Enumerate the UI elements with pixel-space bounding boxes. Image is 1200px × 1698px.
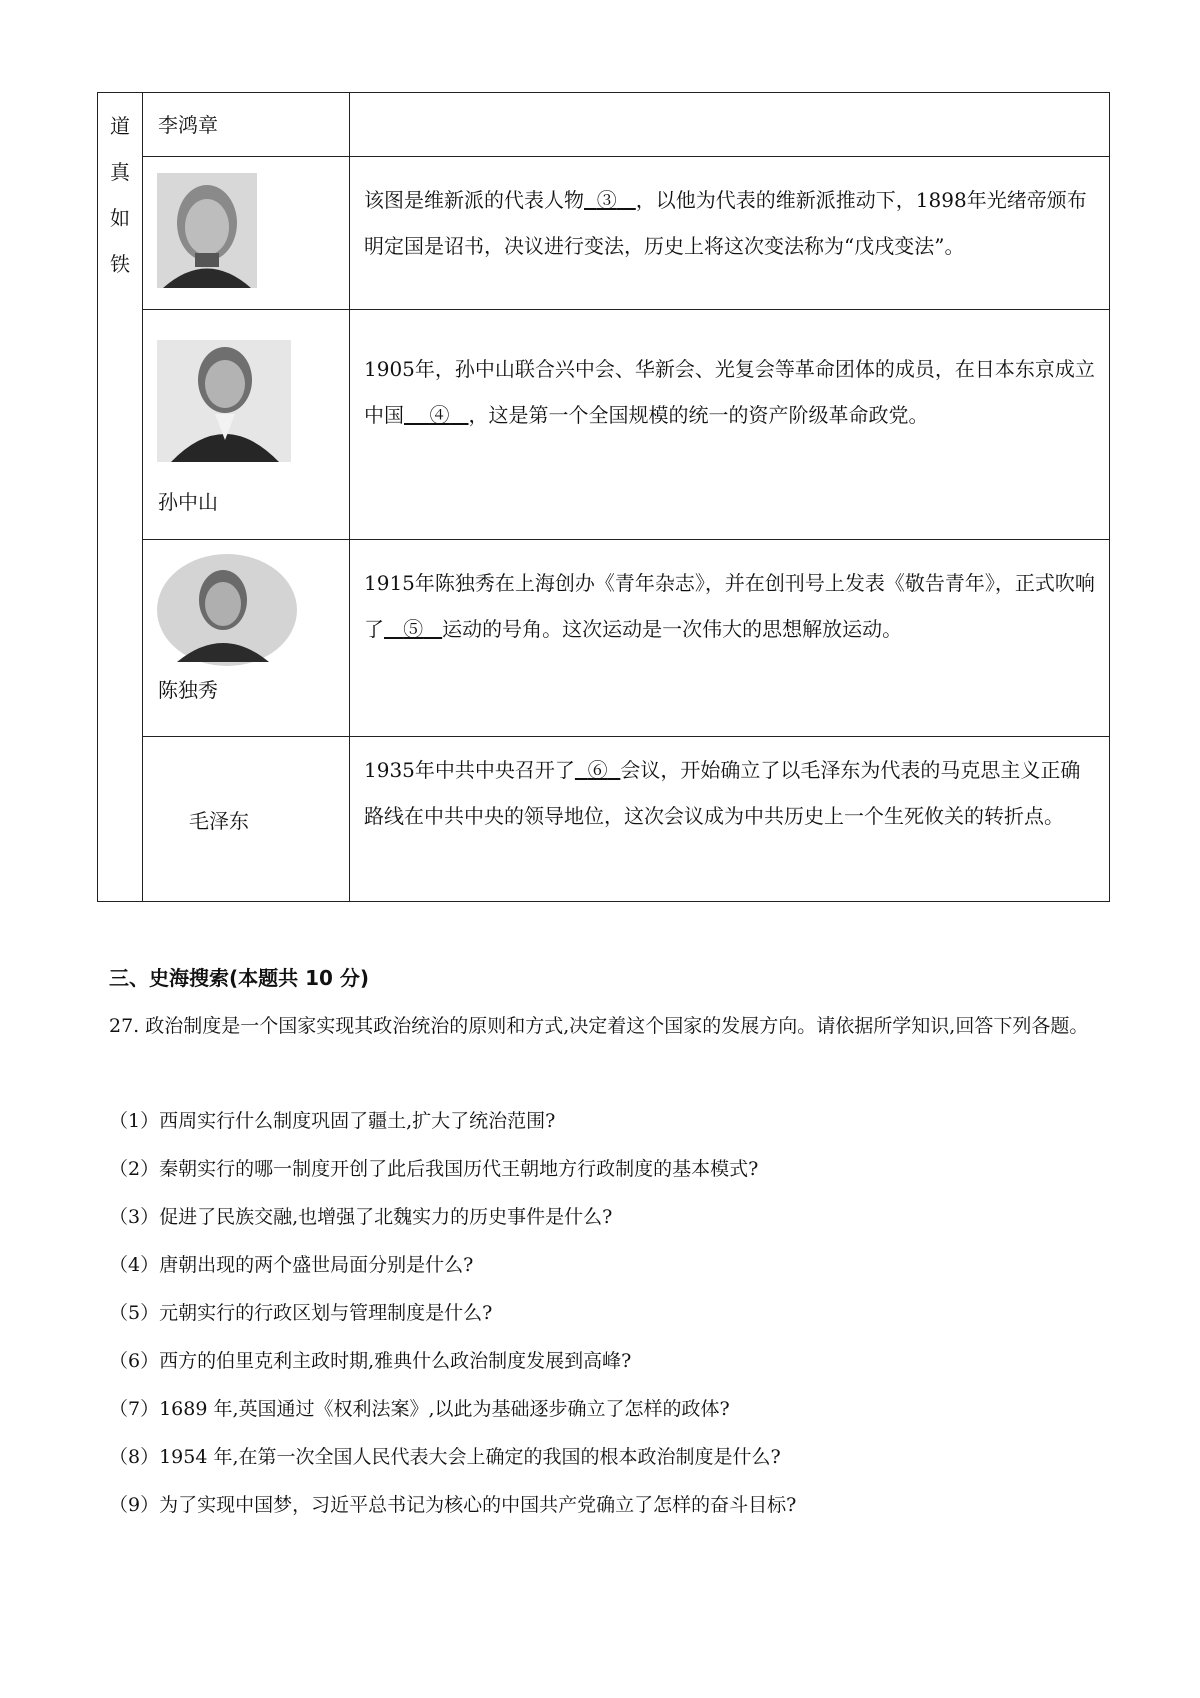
vertical-char: 真	[110, 160, 130, 184]
answer-blank: ⑤	[403, 617, 424, 641]
portrait-image	[143, 540, 349, 668]
sub-question: （3）促进了民族交融,也增强了北魏实力的历史事件是什么?	[109, 1206, 613, 1228]
table-row	[98, 540, 1110, 737]
answer-blank: ③	[596, 188, 617, 212]
description-cell	[350, 93, 1110, 157]
sub-question: （1）西周实行什么制度巩固了疆土,扩大了统治范围?	[109, 1110, 556, 1132]
sub-question: （7）1689 年,英国通过《权利法案》,以此为基础逐步确立了怎样的政体?	[109, 1398, 730, 1420]
table-row	[98, 157, 1110, 310]
description-cell: 1905年，孙中山联合兴中会、华新会、光复会等革命团体的成员，在日本东京成立中国 ④ ，这是第一个全国规模的统一的资产阶级革命政党。	[350, 310, 1110, 540]
sub-question: （4）唐朝出现的两个盛世局面分别是什么?	[109, 1254, 474, 1276]
table-row	[98, 310, 1110, 540]
portrait-image	[143, 310, 349, 470]
figure-cell	[143, 93, 350, 157]
figure-name: 毛泽东	[189, 808, 249, 833]
history-figures-table	[97, 92, 1110, 902]
figure-name: 孙中山	[158, 490, 218, 514]
section-title: 三、史海搜索(本题共 10 分)	[109, 966, 370, 990]
question-stem: 27. 政治制度是一个国家实现其政治统治的原则和方式,决定着这个国家的发展方向。请依据所学知识,回答下列各题。	[109, 1015, 1089, 1037]
table-row	[98, 737, 1110, 902]
vertical-char: 如	[110, 206, 130, 230]
description-cell: 1935年中共中央召开了 ⑥ 会议，开始确立了以毛泽东为代表的马克思主义正确路线在中共中央的领导地位，这次会议成为中共历史上一个生死攸关的转折点。	[350, 737, 1110, 902]
description-cell: 该图是维新派的代表人物 ③ ，以他为代表的维新派推动下，1898年光绪帝颁布明定国是诏书，决议进行变法，历史上将这次变法称为“戊戌变法”。	[350, 157, 1110, 310]
sub-question: （5）元朝实行的行政区划与管理制度是什么?	[109, 1302, 493, 1324]
figure-name: 李鸿章	[158, 113, 218, 137]
sub-question: （8）1954 年,在第一次全国人民代表大会上确定的我国的根本政治制度是什么?	[109, 1446, 781, 1468]
answer-blank: ④	[429, 403, 450, 427]
portrait-image	[143, 157, 349, 307]
figure-cell	[143, 540, 350, 737]
figure-cell	[143, 157, 350, 310]
vertical-char: 铁	[110, 252, 130, 276]
figure-name: 陈独秀	[158, 678, 218, 702]
table-row	[98, 93, 1110, 157]
vertical-char: 道	[110, 114, 130, 138]
answer-blank: ⑥	[587, 758, 608, 782]
description-cell: 1915年陈独秀在上海创办《青年杂志》，并在创刊号上发表《敬告青年》，正式吹响了 ⑤ 运动的号角。这次运动是一次伟大的思想解放运动。	[350, 540, 1110, 737]
figure-cell	[143, 310, 350, 540]
sub-question: （9）为了实现中国梦，习近平总书记为核心的中国共产党确立了怎样的奋斗目标?	[109, 1494, 797, 1516]
figure-cell	[143, 737, 350, 902]
vertical-label-cell	[98, 93, 143, 902]
sub-question: （2）秦朝实行的哪一制度开创了此后我国历代王朝地方行政制度的基本模式?	[109, 1158, 759, 1180]
sub-question: （6）西方的伯里克利主政时期,雅典什么政治制度发展到高峰?	[109, 1350, 632, 1372]
